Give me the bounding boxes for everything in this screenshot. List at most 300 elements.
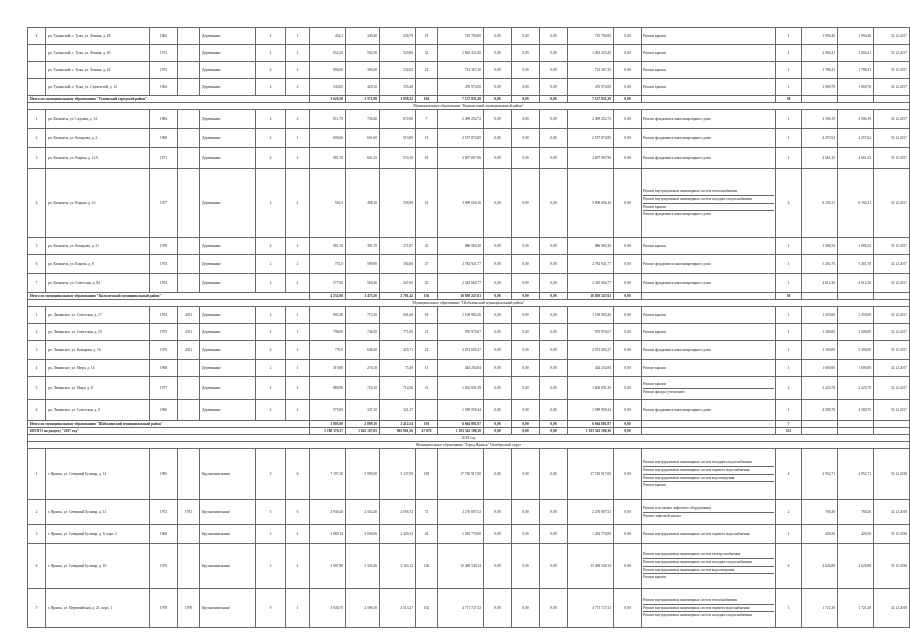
- total-cell-z2: 0,00: [512, 293, 540, 300]
- work-item: Ремонт внутридомовых инженерных систем горячего водоснабжения: [643, 531, 750, 536]
- cell-ent: 4: [286, 525, 310, 544]
- cell-z3: 0,00: [540, 62, 568, 79]
- total-cell-z4: 0,00: [614, 421, 642, 428]
- cell-sum: 17 720 917,00: [568, 449, 614, 500]
- cell-sum: 2 557 874,85: [568, 129, 614, 148]
- total-empty-cell: [874, 96, 910, 103]
- cell-works: [642, 307, 776, 324]
- table-row: [28, 129, 910, 148]
- cell-no: 3: [28, 525, 46, 544]
- cell-y1: 1962: [150, 28, 178, 45]
- cell-z3: 0,00: [540, 500, 568, 525]
- cell-z3: 0,00: [540, 169, 568, 238]
- cell-n: 1: [776, 360, 802, 377]
- total-cell-z2: 0,00: [512, 96, 540, 103]
- cell-u2: 2 004,41: [838, 45, 874, 62]
- work-item: Ремонт внутридомовых инженерных систем горячего водоснабжения: [643, 604, 774, 612]
- cell-u1: 1 994,40: [802, 28, 838, 45]
- total-cell-cost: 1 103 343 106,30: [438, 428, 484, 435]
- cell-y1: 1960: [150, 525, 178, 544]
- work-item: Ремонт крыши: [643, 203, 774, 211]
- cell-res: 21: [416, 169, 438, 238]
- cell-y2: [178, 525, 200, 544]
- cell-y1: 1970: [150, 341, 178, 360]
- cell-z1: 0,00: [484, 377, 512, 400]
- cell-u2: 2 952,71: [838, 449, 874, 500]
- cell-addr: рп. Ленинское, ул. Советская, д. 19: [46, 324, 150, 341]
- cell-no: 1: [28, 110, 46, 129]
- cell-z3: 0,00: [540, 45, 568, 62]
- cell-z4: 0,00: [614, 360, 642, 377]
- total-cell-sum: 1 103 343 106,30: [568, 428, 614, 435]
- cell-ent: 2: [286, 341, 310, 360]
- total-cell-s2: 2 571,90: [346, 96, 380, 103]
- section-header-row: [28, 435, 910, 442]
- work-item: Ремонт внутридомовых инженерных систем холодного водоснабжения: [643, 611, 774, 619]
- cell-mat: Деревянные: [200, 148, 256, 169]
- cell-no: 4: [28, 169, 46, 238]
- work-item: Ремонт крыши: [643, 365, 666, 370]
- cell-mat: Деревянные: [200, 341, 256, 360]
- table-row: [28, 324, 910, 341]
- total-empty-cell: [874, 421, 910, 428]
- work-item: Ремонт фундамента многоквартирного дома: [643, 347, 711, 352]
- cell-date: 31.12.2017: [874, 360, 910, 377]
- cell-z4: 0,00: [614, 274, 642, 293]
- cell-n: 1: [776, 341, 802, 360]
- cell-works: [642, 324, 776, 341]
- total-cell-s3: 2 791,42: [380, 293, 416, 300]
- cell-z2: 0,00: [512, 307, 540, 324]
- cell-cost: 4 771 727,52: [438, 589, 484, 628]
- cell-s1: 890,00: [310, 62, 346, 79]
- cell-z4: 0,00: [614, 79, 642, 96]
- cell-s2: 347,10: [346, 400, 380, 421]
- total-works-cell: [642, 293, 776, 300]
- cell-y1: 1966: [150, 400, 178, 421]
- cell-works: [642, 169, 776, 238]
- cell-sum: 1 063 433,20: [568, 45, 614, 62]
- cell-fl: 2: [256, 79, 286, 96]
- cell-z3: 0,00: [540, 274, 568, 293]
- cell-u2: 4 612,36: [838, 274, 874, 293]
- cell-mat: Деревянные: [200, 400, 256, 421]
- work-item: Ремонт крыши: [643, 84, 666, 89]
- cell-works: [642, 79, 776, 96]
- cell-n: 1: [776, 45, 802, 62]
- cell-sum: 714 367,20: [568, 62, 614, 79]
- cell-y2: [178, 79, 200, 96]
- cell-u1: 1 069,70: [802, 79, 838, 96]
- table-row: [28, 307, 910, 324]
- cell-n: 1: [776, 129, 802, 148]
- cell-works: [642, 341, 776, 360]
- cell-mat: Крупнопанельные: [200, 500, 256, 525]
- cell-cost: 970 976,67: [438, 324, 484, 341]
- cell-s1: 2 936,40: [310, 500, 346, 525]
- cell-date: 31.12.2017: [874, 129, 910, 148]
- cell-ent: 1: [286, 589, 310, 628]
- cell-u2: 4 580,70: [838, 400, 874, 421]
- cell-y1: 1972: [150, 500, 178, 525]
- cell-sum: 725 760,00: [568, 28, 614, 45]
- cell-res: 23: [416, 274, 438, 293]
- cell-s3: 447,00: [380, 274, 416, 293]
- cell-mat: Деревянные: [200, 307, 256, 324]
- cell-res: 31: [416, 377, 438, 400]
- cell-mat: Деревянные: [200, 169, 256, 238]
- cell-mat: Деревянные: [200, 62, 256, 79]
- cell-no: 5: [28, 589, 46, 628]
- total-cell-z3: 0,00: [540, 428, 568, 435]
- cell-u2: 4 626,88: [838, 544, 874, 589]
- cell-date: 31.12.2017: [874, 79, 910, 96]
- work-item: Ремонт фасада (утепление): [643, 388, 774, 396]
- cell-date: 31.12.2018: [874, 544, 910, 589]
- cell-date: 31.12.2017: [874, 110, 910, 129]
- cell-y1: 1978: [150, 238, 178, 255]
- cell-s2: 399,40: [346, 62, 380, 79]
- cell-mat: Деревянные: [200, 377, 256, 400]
- cell-no: 1: [28, 307, 46, 324]
- cell-date: 31.12.2017: [874, 238, 910, 255]
- cell-s2: 720,10: [346, 377, 380, 400]
- total-row: [28, 293, 910, 300]
- total-label: Итого по муниципальному образованию "Тужинский городской район": [28, 96, 310, 103]
- cell-no: 4: [28, 360, 46, 377]
- cell-u1: 2 952,71: [802, 449, 838, 500]
- cell-y1: 1984: [150, 110, 178, 129]
- total-cell-z1: 0,00: [484, 293, 512, 300]
- cell-y2: [178, 360, 200, 377]
- cell-z4: 0,00: [614, 307, 642, 324]
- section-header-row: [28, 442, 910, 449]
- cell-z2: 0,00: [512, 274, 540, 293]
- cell-y2: [178, 148, 200, 169]
- cell-cost: 1 282 770,00: [438, 525, 484, 544]
- work-item: Ремонт крыши: [643, 50, 666, 55]
- cell-date: 31.12.2017: [874, 274, 910, 293]
- cell-y1: 1969: [150, 129, 178, 148]
- cell-sum: 2 276 807,52: [568, 500, 614, 525]
- cell-z3: 0,00: [540, 110, 568, 129]
- cell-z4: 0,00: [614, 148, 642, 169]
- cell-y2: [178, 28, 200, 45]
- section-header-row: [28, 300, 910, 307]
- cell-y1: 1968: [150, 360, 178, 377]
- cell-cost: 2 276 807,52: [438, 500, 484, 525]
- total-cell-s1: 5 805,00: [310, 421, 346, 428]
- cell-y1: 1964: [150, 79, 178, 96]
- cell-y1: 1974: [150, 255, 178, 274]
- cell-res: 126: [416, 544, 438, 589]
- cell-addr: рп. Кильмезь, ул. Кирова, д. 8: [46, 255, 150, 274]
- table-row: [28, 238, 910, 255]
- cell-z3: 0,00: [540, 28, 568, 45]
- cell-fl: 2: [256, 400, 286, 421]
- cell-z3: 0,00: [540, 148, 568, 169]
- cell-y2: 1972: [178, 500, 200, 525]
- cell-u1: 2 225,70: [802, 377, 838, 400]
- cell-z4: 0,00: [614, 169, 642, 238]
- total-cell-sum: 16 850 247,63: [568, 293, 614, 300]
- total-cell-s3: 1 058,32: [380, 96, 416, 103]
- cell-u2: 3 506,19: [838, 110, 874, 129]
- cell-z1: 0,00: [484, 28, 512, 45]
- cell-u1: 1 300,00: [802, 324, 838, 341]
- cell-ent: 4: [286, 544, 310, 589]
- total-works-cell: [642, 428, 776, 435]
- cell-y2: [178, 110, 200, 129]
- cell-addr: рп. Кильмезь, ул. Садовая, д. 14: [46, 110, 150, 129]
- cell-s1: 7 197,20: [310, 449, 346, 500]
- cell-y1: 1972: [150, 45, 178, 62]
- cell-ent: 2: [286, 377, 310, 400]
- cell-fl: 5: [256, 500, 286, 525]
- total-cell-z3: 0,00: [540, 421, 568, 428]
- cell-mat: Деревянные: [200, 110, 256, 129]
- cell-s2: 429,10: [346, 79, 380, 96]
- cell-no: 2: [28, 500, 46, 525]
- cell-fl: 9: [256, 589, 286, 628]
- cell-z2: 0,00: [512, 129, 540, 148]
- cell-z2: 0,00: [512, 28, 540, 45]
- table-row: [28, 169, 910, 238]
- cell-u2: 1 069,70: [838, 79, 874, 96]
- total-cell-sum: 7 137 831,20: [568, 96, 614, 103]
- cell-s3: 2 429,14: [380, 525, 416, 544]
- cell-u1: 1 788,41: [802, 62, 838, 79]
- total-cell-z4: 0,00: [614, 428, 642, 435]
- cell-s3: 249,79: [380, 28, 416, 45]
- cell-u2: 1 600,00: [838, 360, 874, 377]
- cell-u1: 1 086,54: [802, 238, 838, 255]
- cell-mat: Крупнопанельные: [200, 589, 256, 628]
- cell-addr: рп. Ленинское, ул. Советская, д. 17: [46, 307, 150, 324]
- work-item: Ремонт фундамента многоквартирного дома: [643, 135, 711, 140]
- cell-z4: 0,00: [614, 324, 642, 341]
- cell-z3: 0,00: [540, 324, 568, 341]
- cell-z3: 0,00: [540, 400, 568, 421]
- cell-date: 31.12.2017: [874, 307, 910, 324]
- cell-y1: 1977: [150, 169, 178, 238]
- cell-sum: 2 345 664,77: [568, 274, 614, 293]
- cell-n: 1: [776, 62, 802, 79]
- total-count-cell: 331: [776, 428, 802, 435]
- cell-s2: 5 999,30: [346, 449, 380, 500]
- cell-works: [642, 500, 776, 525]
- cell-u1: 4 626,88: [802, 544, 838, 589]
- cell-u2: 3 300,00: [838, 341, 874, 360]
- cell-sum: 2 697 067,96: [568, 148, 614, 169]
- cell-s2: 601,25: [346, 148, 380, 169]
- cell-s1: 319,80: [310, 360, 346, 377]
- table-row: [28, 45, 910, 62]
- cell-date: 31.12.2017: [874, 169, 910, 238]
- cell-u2: 6 192,31: [838, 169, 874, 238]
- total-cell-s2: 1 625 107,85: [346, 428, 380, 435]
- cell-works: [642, 148, 776, 169]
- table-row: [28, 544, 910, 589]
- cell-u2: 4 257,62: [838, 129, 874, 148]
- cell-s1: 880,90: [310, 377, 346, 400]
- cell-ent: 2: [286, 62, 310, 79]
- cell-s3: 132,02: [380, 62, 416, 79]
- cell-works: [642, 45, 776, 62]
- cell-n: 1: [776, 79, 802, 96]
- cell-ent: 2: [286, 238, 310, 255]
- total-works-cell: [642, 421, 776, 428]
- total-empty-cell: [802, 96, 838, 103]
- cell-cost: 2 697 067,96: [438, 148, 484, 169]
- cell-n: 2: [776, 500, 802, 525]
- cell-s3: 75,40: [380, 360, 416, 377]
- cell-z1: 0,00: [484, 400, 512, 421]
- cell-works: [642, 255, 776, 274]
- cell-y2: [178, 400, 200, 421]
- cell-z3: 0,00: [540, 449, 568, 500]
- work-item: Ремонт крыши: [643, 573, 774, 581]
- cell-ent: 1: [286, 28, 310, 45]
- total-cell-z4: 0,00: [614, 293, 642, 300]
- cell-u2: 4 661,25: [838, 148, 874, 169]
- cell-z4: 0,00: [614, 377, 642, 400]
- cell-y2: [178, 169, 200, 238]
- cell-n: 1: [776, 238, 802, 255]
- cell-n: 3: [776, 589, 802, 628]
- cell-sum: 15 469 549,14: [568, 544, 614, 589]
- total-empty-cell: [802, 421, 838, 428]
- cell-u2: 1 788,41: [838, 62, 874, 79]
- section-title: Муниципальное образование "Кильмезский муниципальный район": [28, 103, 910, 110]
- cell-cost: 2 345 664,77: [438, 274, 484, 293]
- cell-date: 31.12.2017: [874, 324, 910, 341]
- cell-works: [642, 525, 776, 544]
- cell-sum: 886 965,30: [568, 238, 614, 255]
- cell-fl: 2: [256, 360, 286, 377]
- cell-z4: 0,00: [614, 238, 642, 255]
- cell-z1: 0,00: [484, 148, 512, 169]
- cell-z3: 0,00: [540, 255, 568, 274]
- cell-addr: г. Яранск, ул. Северный Бульвар, д. 14: [46, 449, 150, 500]
- cell-date: 31.12.2017: [874, 28, 910, 45]
- cell-mat: Деревянные: [200, 255, 256, 274]
- cell-u1: 3 300,00: [802, 341, 838, 360]
- cell-addr: рп. Кильмезь, ул. Комарова, д. 21: [46, 238, 150, 255]
- table-row: [28, 274, 910, 293]
- cell-res: 11: [416, 360, 438, 377]
- cell-date: 31.12.2017: [874, 45, 910, 62]
- cell-z3: 0,00: [540, 589, 568, 628]
- total-cell-cost: 6 664 881,87: [438, 421, 484, 428]
- cell-s1: 981,30: [310, 238, 346, 255]
- cell-addr: рп. Тужанский, г. Тужа, ул. Ленина, д. 24: [46, 62, 150, 79]
- cell-z3: 0,00: [540, 129, 568, 148]
- total-cell-sum: 6 664 881,87: [568, 421, 614, 428]
- cell-y1: 1971: [150, 148, 178, 169]
- work-item: Ремонт внутридомовых инженерных систем холодного водоснабжения: [643, 195, 774, 203]
- cell-no: 1: [28, 449, 46, 500]
- cell-works: [642, 544, 776, 589]
- cell-s1: 543,00: [310, 79, 346, 96]
- cell-s2: 746,50: [346, 324, 380, 341]
- cell-cost: 3 009 656,16: [438, 169, 484, 238]
- cell-s1: 770,0: [310, 341, 346, 360]
- cell-y2: 2011: [178, 341, 200, 360]
- cell-y1: 1974: [150, 274, 178, 293]
- cell-s3: 601,60: [380, 307, 416, 324]
- total-cell-z1: 0,00: [484, 421, 512, 428]
- cell-s1: 3 869,14: [310, 525, 346, 544]
- cell-no: 5: [28, 238, 46, 255]
- cell-res: [416, 400, 438, 421]
- table-row: [28, 79, 910, 96]
- work-item: Ремонт внутридомовых инженерных систем теплоснабжения: [643, 598, 738, 603]
- cell-cost: 2 557 874,85: [438, 129, 484, 148]
- total-cell-z2: 0,00: [512, 428, 540, 435]
- cell-sum: 1 589 959,44: [568, 400, 614, 421]
- cell-ent: 1: [286, 324, 310, 341]
- cell-z4: 0,00: [614, 544, 642, 589]
- cell-y2: [178, 45, 200, 62]
- cell-n: 1: [776, 274, 802, 293]
- cell-s2: 498,10: [346, 169, 380, 238]
- cell-n: 1: [776, 400, 802, 421]
- cell-fl: 2: [256, 45, 286, 62]
- table-row: [28, 360, 910, 377]
- cell-works: [642, 589, 776, 628]
- total-cell-z3: 0,00: [540, 96, 568, 103]
- cell-res: 22: [416, 341, 438, 360]
- cell-res: 18: [416, 148, 438, 169]
- cell-z4: 0,00: [614, 449, 642, 500]
- cell-y2: 2011: [178, 307, 200, 324]
- cell-z2: 0,00: [512, 62, 540, 79]
- cell-s2: 589,90: [346, 255, 380, 274]
- cell-cost: 1 109 983,26: [438, 307, 484, 324]
- cell-z1: 0,00: [484, 129, 512, 148]
- cell-s1: 575,00: [310, 400, 346, 421]
- section-title: Муниципальное образование "Шабалинский муниципальный район": [28, 300, 910, 307]
- cell-z1: 0,00: [484, 255, 512, 274]
- cell-date: 31.12.2017: [874, 400, 910, 421]
- cell-y1: 1977: [150, 377, 178, 400]
- cell-u1: 4 661,25: [802, 148, 838, 169]
- cell-u1: 2 004,41: [802, 45, 838, 62]
- cell-res: [416, 79, 438, 96]
- cell-z4: 0,00: [614, 62, 642, 79]
- cell-no: [28, 62, 46, 79]
- cell-cost: 714 367,20: [438, 62, 484, 79]
- cell-s1: 3 040,70: [310, 589, 346, 628]
- total-cell-s2: 2 899,10: [346, 421, 380, 428]
- cell-works: [642, 238, 776, 255]
- total-cell-s1: 3 620,30: [310, 96, 346, 103]
- cell-z2: 0,00: [512, 500, 540, 525]
- cell-works: [642, 28, 776, 45]
- cell-n: 1: [776, 525, 802, 544]
- cell-mat: Крупнопанельные: [200, 525, 256, 544]
- cell-s3: 520,80: [380, 45, 416, 62]
- total-cell-res: 47 076: [416, 428, 438, 435]
- cell-z4: 0,00: [614, 45, 642, 62]
- cell-addr: рп. Тужанский, г. Тужа, ул. Ленина, д. 28: [46, 28, 150, 45]
- cell-y1: 1973: [150, 62, 178, 79]
- table-row: [28, 62, 910, 79]
- cell-u1: 3 506,19: [802, 110, 838, 129]
- cell-s3: 4 513,27: [380, 589, 416, 628]
- cell-addr: г. Яранск, ул. Северный Бульвар, д. 12: [46, 500, 150, 525]
